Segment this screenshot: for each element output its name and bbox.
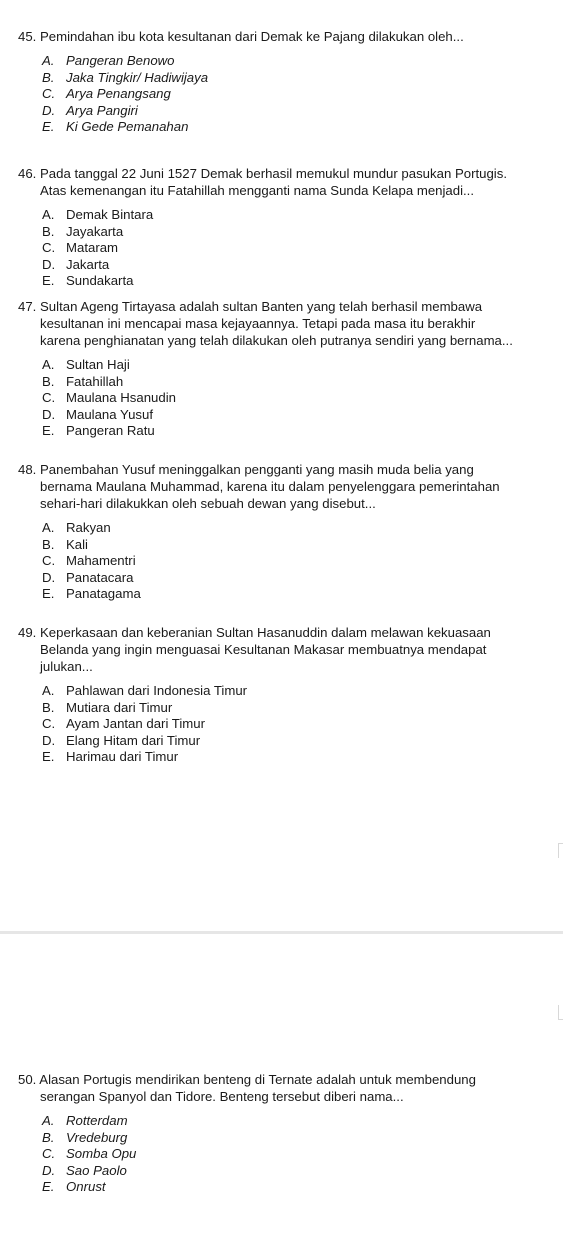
question-text <box>18 1071 558 1088</box>
option-a: A. Rotterdam <box>42 1113 128 1128</box>
option-a: A. Pahlawan dari Indonesia Timur <box>42 683 248 698</box>
option-b: B. Fatahillah <box>42 373 124 389</box>
option-c: C. Maulana Hsanudin <box>42 390 176 406</box>
question-text <box>18 461 558 478</box>
option-b: B. Mutiara dari Timur <box>42 699 173 715</box>
section-divider <box>0 931 563 934</box>
options-list <box>18 357 558 440</box>
question-continuation: sehari-hari dilakukkan oleh sebuah dewan yang disebut... <box>40 496 376 511</box>
options-list <box>18 53 558 136</box>
option-d: D. Sao Paolo <box>42 1162 127 1178</box>
options-list <box>18 207 558 290</box>
option-c: C. Arya Penangsang <box>42 86 171 102</box>
option-b: B. Vredeburg <box>42 1129 128 1145</box>
question-46 <box>18 165 558 290</box>
option-a: A. Pangeran Benowo <box>42 53 175 68</box>
question-number: 46. <box>18 166 37 181</box>
question-line: Alasan Portugis mendirikan benteng di Ternate adalah untuk membendung <box>39 1072 476 1087</box>
option-a: A. Rakyan <box>42 520 111 535</box>
question-continuation: bernama Maulana Muhammad, karena itu dalam penyelenggara pemerintahan <box>40 479 500 494</box>
option-c: C. Mahamentri <box>42 553 136 569</box>
option-e: E. Onrust <box>42 1179 106 1195</box>
question-49 <box>18 624 558 766</box>
option-e: E. Panatagama <box>42 586 141 602</box>
option-e: E. Ki Gede Pemanahan <box>42 119 189 135</box>
question-text <box>18 28 558 45</box>
question-50 <box>18 1071 558 1196</box>
question-continuation: Belanda yang ingin menguasai Kesultanan Makasar membuatnya mendapat <box>40 642 487 657</box>
question-number: 45. <box>18 29 37 44</box>
question-line: Sultan Ageng Tirtayasa adalah sultan Banten yang telah berhasil membawa <box>40 299 483 314</box>
page-edge-mark <box>558 1005 563 1020</box>
option-d: D. Elang Hitam dari Timur <box>42 732 201 748</box>
option-c: C. Mataram <box>42 240 119 256</box>
options-list <box>18 683 558 766</box>
option-e: E. Harimau dari Timur <box>42 749 179 765</box>
question-continuation: Atas kemenangan itu Fatahillah mengganti nama Sunda Kelapa menjadi... <box>40 183 475 198</box>
option-d: D. Panatacara <box>42 569 134 585</box>
question-number: 48. <box>18 462 37 477</box>
option-c: C. Somba Opu <box>42 1146 137 1162</box>
page-edge-mark <box>558 843 563 858</box>
option-e: E. Pangeran Ratu <box>42 423 155 439</box>
question-continuation: kesultanan ini mencapai masa kejayaannya. Tetapi pada masa itu berakhir <box>40 316 476 331</box>
option-a: A. Sultan Haji <box>42 357 130 372</box>
question-continuation: julukan... <box>40 659 93 674</box>
question-line: Pemindahan ibu kota kesultanan dari Demak ke Pajang dilakukan oleh... <box>40 29 464 44</box>
option-b: B. Jaka Tingkir/ Hadiwijaya <box>42 69 209 85</box>
question-line: Panembahan Yusuf meninggalkan pengganti yang masih muda belia yang <box>40 462 474 477</box>
option-d: D. Maulana Yusuf <box>42 406 154 422</box>
question-45 <box>18 28 558 136</box>
question-number: 49. <box>18 625 37 640</box>
option-d: D. Jakarta <box>42 256 110 272</box>
question-continuation: karena penghianatan yang telah dilakukan oleh putranya sendiri yang bernama... <box>40 333 513 348</box>
question-text <box>18 165 558 182</box>
option-d: D. Arya Pangiri <box>42 102 138 118</box>
question-number: 50. <box>18 1072 37 1087</box>
option-b: B. Jayakarta <box>42 223 124 239</box>
question-line: Pada tanggal 22 Juni 1527 Demak berhasil memukul mundur pasukan Portugis. <box>40 166 507 181</box>
option-b: B. Kali <box>42 536 88 552</box>
option-c: C. Ayam Jantan dari Timur <box>42 716 206 732</box>
option-e: E. Sundakarta <box>42 273 134 289</box>
question-47 <box>18 298 558 440</box>
question-48 <box>18 461 558 603</box>
question-line: Keperkasaan dan keberanian Sultan Hasanuddin dalam melawan kekuasaan <box>40 625 491 640</box>
options-list <box>18 1113 558 1196</box>
question-text <box>18 624 558 641</box>
option-a: A. Demak Bintara <box>42 207 154 222</box>
options-list <box>18 520 558 603</box>
question-continuation: serangan Spanyol dan Tidore. Benteng tersebut diberi nama... <box>40 1089 404 1104</box>
question-text <box>18 298 558 315</box>
question-number: 47. <box>18 299 37 314</box>
